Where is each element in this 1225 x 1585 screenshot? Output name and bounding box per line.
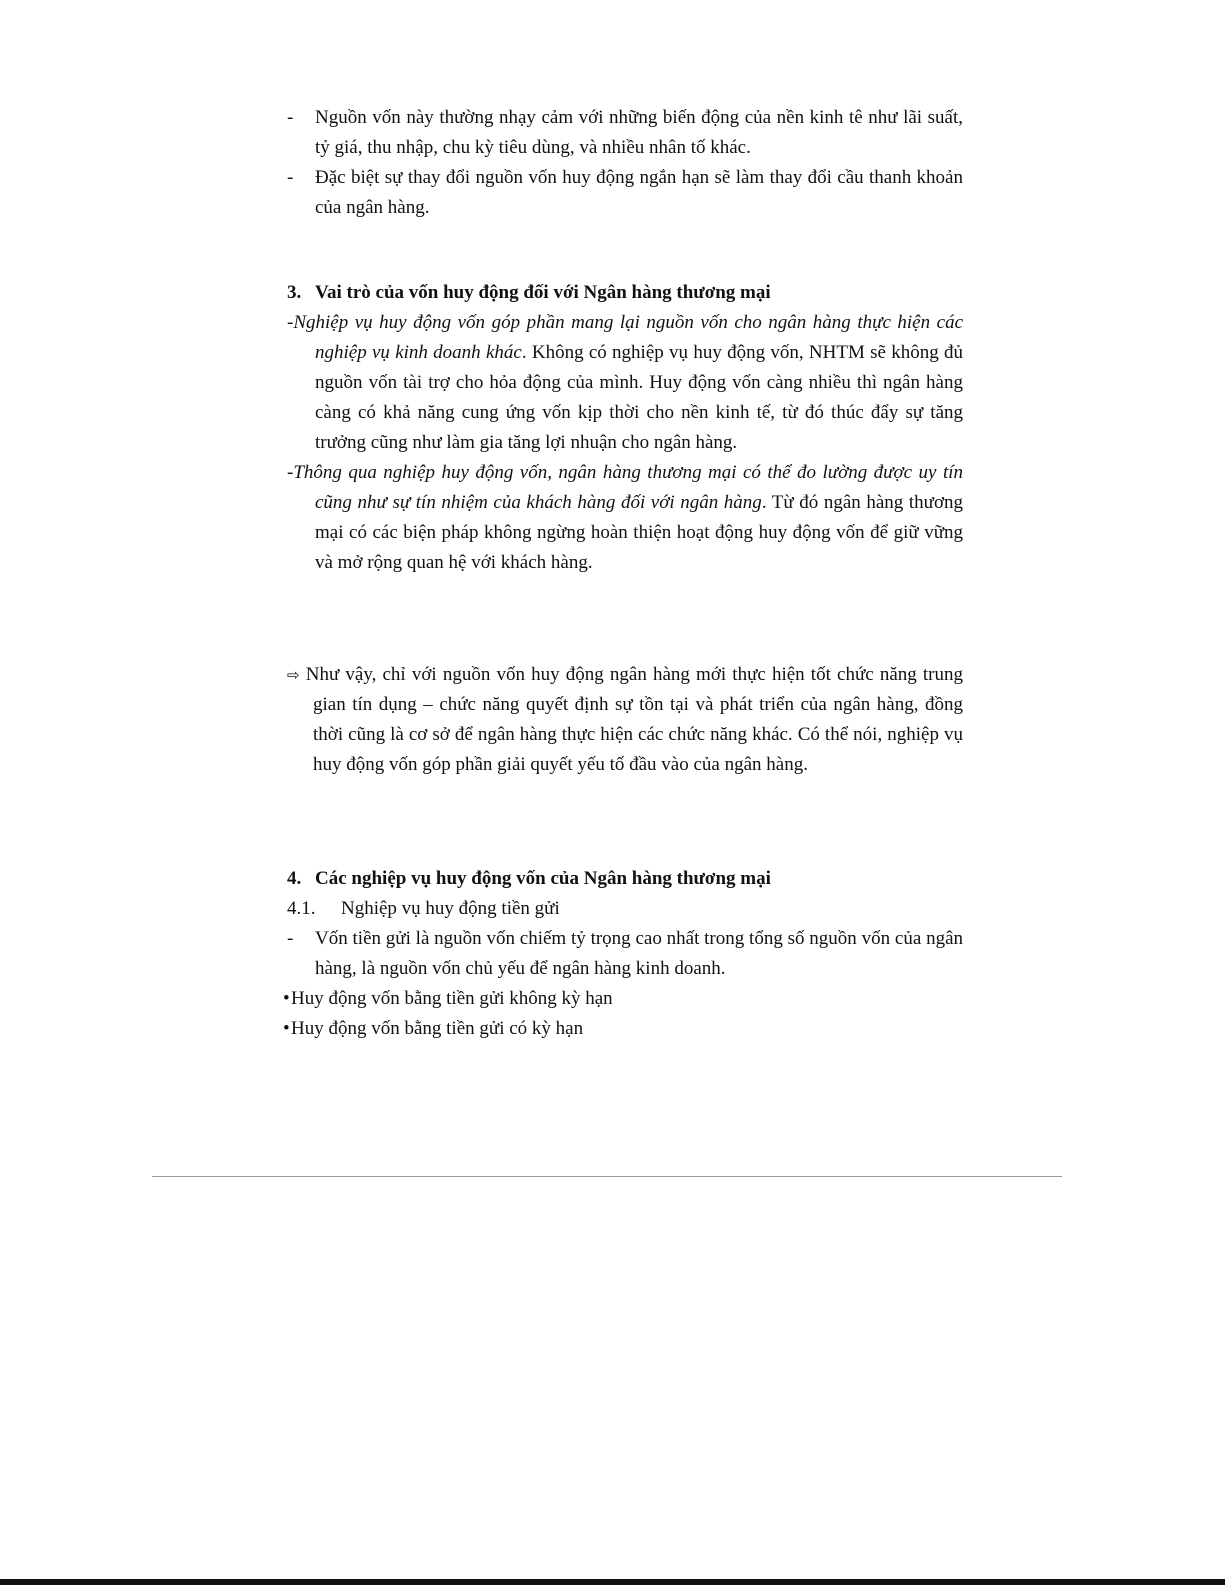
page-divider: [152, 1176, 1062, 1177]
bullet-item: [283, 1014, 963, 1044]
italic-lead: -Nghiệp vụ huy động vốn góp phần mang lại nguồn vốn cho ngân hàng thực hiện các nghiệp vụ kinh doanh khác: [287, 312, 963, 363]
list-item-text: Đặc biệt sự thay đổi nguồn vốn huy động ngắn hạn sẽ làm thay đổi cầu thanh khoản của ngân hàng.: [315, 167, 963, 218]
section-title: Vai trò của vốn huy động đối với Ngân hàng thương mại: [315, 282, 771, 303]
section-heading: [287, 278, 963, 308]
bullet-marker: •: [283, 1018, 290, 1039]
section-number: 4.: [287, 868, 302, 889]
bullet-text: Huy động vốn bằng tiền gửi có kỳ hạn: [291, 1018, 584, 1039]
paragraph-text: . Không có nghiệp vụ huy động vốn, NHTM sẽ không đủ nguồn vốn tài trợ cho hỏa động của mình. Huy động vốn càng nhiều thì ngân hàng càng có khả năng cung ứng vốn kịp thời cho nền kinh tế, từ đó thúc đẩy sự tăng trưởng cũng như làm gia tăng lợi nhuận cho ngân hàng.: [315, 342, 963, 453]
bullet-item: [283, 984, 963, 1014]
section-number: 3.: [287, 282, 302, 303]
subsection-heading: [287, 894, 963, 924]
conclusion-paragraph: [287, 660, 963, 780]
paragraph: [287, 308, 963, 458]
dash-marker: -: [287, 928, 294, 949]
section-title: Các nghiệp vụ huy động vốn của Ngân hàng thương mại: [315, 868, 771, 889]
conclusion-text: Như vậy, chỉ với nguồn vốn huy động ngân hàng mới thực hiện tốt chức năng trung gian tín dụng – chức năng quyết định sự tồn tại và phát triển của ngân hàng, đồng thời cũng là cơ sở để ngân hàng thực hiện các chức năng khác. Có thể nói, nghiệp vụ huy động vốn góp phần giải quyết yếu tố đầu vào của ngân hàng.: [305, 664, 964, 775]
subsection-number: 4.1.: [287, 898, 316, 919]
paragraph-text: . Từ đó ngân hàng thương mại có các biện pháp không ngừng hoàn thiện hoạt động huy động vốn để giữ vững và mở rộng quan hệ với khách hàng.: [315, 492, 963, 573]
section-4: [283, 864, 963, 1044]
dash-marker: -: [287, 167, 294, 188]
list-item-text: Vốn tiền gửi là nguồn vốn chiếm tỷ trọng cao nhất trong tổng số nguồn vốn của ngân hàng, là nguồn vốn chủ yếu để ngân hàng kinh doanh.: [315, 928, 963, 979]
list-item: [287, 924, 963, 984]
section-heading: [287, 864, 963, 894]
bullet-text: Huy động vốn bằng tiền gửi không kỳ hạn: [291, 988, 613, 1009]
arrow-right-icon: ⇨: [287, 666, 300, 684]
list-item: [287, 103, 963, 163]
bottom-border: [0, 1579, 1225, 1585]
list-item: [287, 163, 963, 223]
paragraph: [287, 458, 963, 578]
italic-lead: -Thông qua nghiệp huy động vốn, ngân hàng thương mại có thể đo lường được uy tín cũng như sự tín nhiệm của khách hàng đối với ngân hàng: [287, 462, 963, 513]
top-bullet-list: [287, 103, 963, 223]
list-item-text: Nguồn vốn này thường nhạy cảm với những biến động của nền kinh tê như lãi suất, tỷ giá, thu nhập, chu kỳ tiêu dùng, và nhiều nhân tố khác.: [315, 107, 963, 158]
subsection-title: Nghiệp vụ huy động tiền gửi: [341, 898, 560, 919]
bullet-marker: •: [283, 988, 290, 1009]
conclusion: [287, 660, 963, 780]
dash-marker: -: [287, 107, 294, 128]
section-3: [287, 278, 963, 578]
